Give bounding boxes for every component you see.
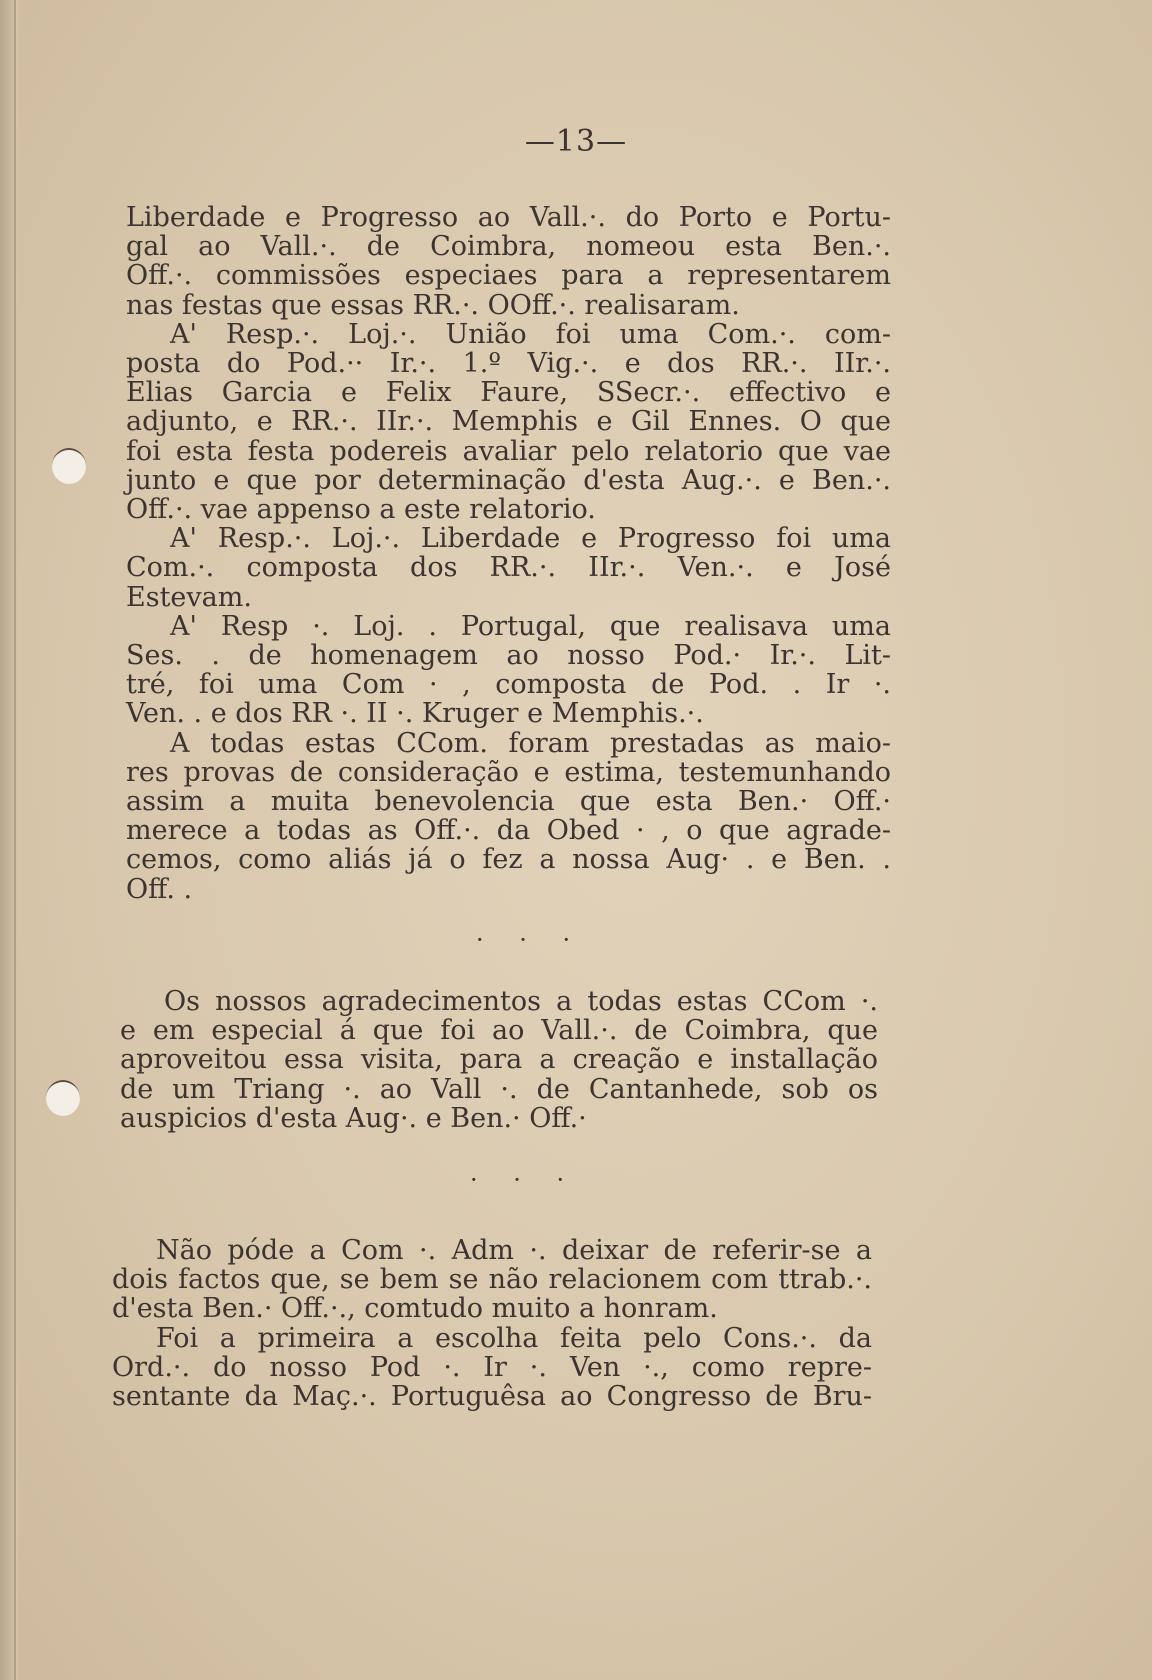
- text-line: auspicios d'esta Aug·. e Ben.· Off.·: [120, 1102, 587, 1134]
- text-line: res provas de consideração e estima, testemunhando: [126, 756, 891, 788]
- separator-dots: · · ·: [476, 926, 585, 954]
- text-line: Off.·. vae appenso a este relatorio.: [126, 494, 596, 526]
- text-line: nas festas que essas RR.·. OOff.·. realisaram.: [126, 289, 740, 321]
- text-line: merece a todas as Off.·. da Obed · , o que agrade-: [126, 815, 891, 847]
- text-line: Ven. . e dos RR ·. II ·. Kruger e Memphis.·.: [126, 698, 704, 730]
- text-line: adjunto, e RR.·. IIr.·. Memphis e Gil Ennes. O que: [126, 406, 891, 438]
- text-line: Off. .: [126, 873, 193, 905]
- text-line: Estevam.: [126, 581, 252, 613]
- text-line: Liberdade e Progresso ao Vall.·. do Porto e Portu-: [126, 202, 891, 233]
- text-line: sentante da Maç.·. Portuguêsa ao Congresso de Bru-: [112, 1381, 872, 1413]
- text-line: foi esta festa podereis avaliar pelo relatorio que vae: [126, 435, 891, 467]
- page-number: —13—: [524, 124, 628, 159]
- text-line: Não póde a Com ·. Adm ·. deixar de referir-se a: [156, 1235, 872, 1266]
- text-line: tré, foi uma Com · , composta de Pod. . Ir ·.: [126, 669, 891, 701]
- text-line: Os nossos agradecimentos a todas estas CCom ·.: [164, 986, 878, 1017]
- text-line: Ses. . de homenagem ao nosso Pod.· Ir.·. Lit-: [126, 640, 891, 672]
- text-line: aproveitou essa visita, para a creação e installação: [120, 1044, 878, 1076]
- text-line: Foi a primeira a escolha feita pelo Cons.·. da: [156, 1322, 872, 1354]
- text-line: cemos, como aliás já o fez a nossa Aug· . e Ben. .: [126, 844, 891, 876]
- text-line: Elias Garcia e Felix Faure, SSecr.·. effectivo e: [126, 377, 891, 409]
- separator-dots: · · ·: [470, 1166, 579, 1194]
- section-2-paragraph: [120, 987, 878, 1133]
- text-line: A' Resp ·. Loj. . Portugal, que realisava uma: [170, 610, 891, 642]
- text-line: gal ao Vall.·. de Coimbra, nomeou esta Ben.·.: [126, 231, 891, 263]
- text-line: Off.·. commissões especiaes para a representarem: [126, 260, 891, 292]
- text-line: e em especial á que foi ao Vall.·. de Coimbra, que: [120, 1015, 878, 1047]
- text-line: d'esta Ben.· Off.·., comtudo muito a honram.: [112, 1293, 718, 1325]
- text-line: posta do Pod.·· Ir.·. 1.º Vig.·. e dos RR.·. IIr.·.: [126, 348, 891, 380]
- text-line: A' Resp.·. Loj.·. União foi uma Com.·. com-: [170, 318, 891, 350]
- text-line: junto e que por determinação d'esta Aug.·. e Ben.·.: [126, 464, 891, 496]
- text-line: de um Triang ·. ao Vall ·. de Cantanhede, sob os: [120, 1073, 878, 1105]
- text-line: Com.·. composta dos RR.·. IIr.·. Ven.·. e José: [126, 552, 891, 584]
- text-line: dois factos que, se bem se não relacionem com ttrab.·.: [112, 1264, 872, 1296]
- section-1-paragraphs: [126, 203, 891, 904]
- text-line: A' Resp.·. Loj.·. Liberdade e Progresso foi uma: [170, 523, 891, 555]
- binding-edge-line: [14, 0, 16, 1680]
- text-line: Ord.·. do nosso Pod ·. Ir ·. Ven ·., como repre-: [112, 1351, 872, 1383]
- text-line: A todas estas CCom. foram prestadas as maio-: [170, 727, 891, 759]
- text-line: assim a muita benevolencia que esta Ben.· Off.·: [126, 786, 891, 818]
- punch-hole-top: [52, 448, 86, 484]
- section-3-paragraph: [112, 1236, 872, 1411]
- punch-hole-bottom: [46, 1080, 80, 1116]
